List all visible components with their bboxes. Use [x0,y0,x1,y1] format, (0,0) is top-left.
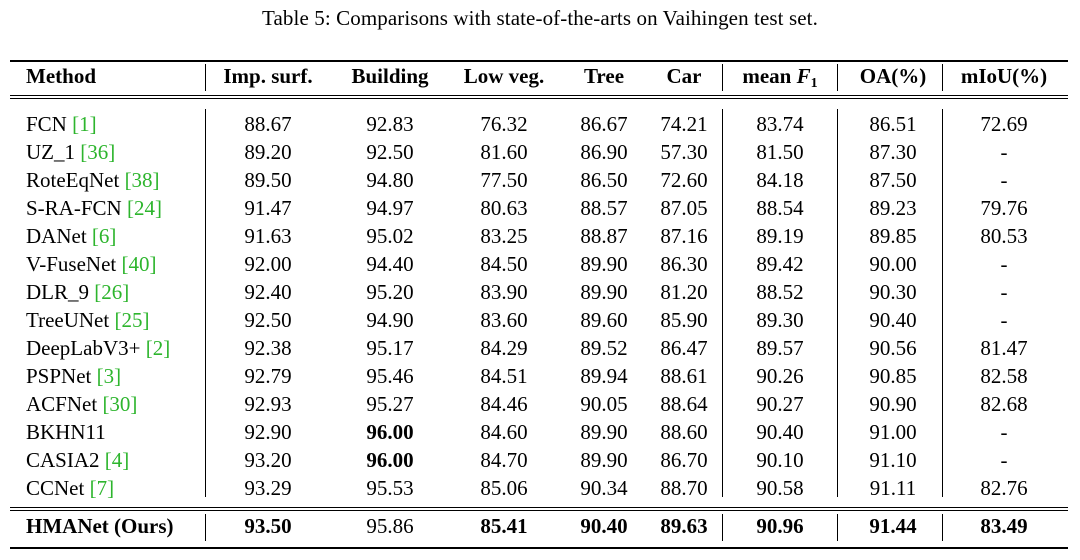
value-cell: 87.16 [660,224,708,248]
header-car: Car [666,64,702,88]
value-cell: 90.56 [869,336,917,360]
value-cell: - [1000,448,1008,472]
value-cell: 88.57 [580,196,628,220]
citation-link[interactable]: [40] [121,252,157,276]
method-name-ours: HMANet (Ours) [26,514,174,538]
value-cell: 93.20 [244,448,292,472]
citation-link[interactable]: [7] [89,476,115,500]
method-name: RoteEqNet [26,168,125,192]
value-cell: 87.50 [869,168,917,192]
value-cell-ours: 83.49 [980,514,1028,538]
header-rule-2 [10,98,1068,99]
value-cell: 83.60 [480,308,528,332]
header-separator [942,64,943,91]
value-cell: 81.47 [980,336,1028,360]
header-mean-f1-var: F [796,64,811,88]
value-cell: 91.00 [869,420,917,444]
value-cell: 88.60 [660,420,708,444]
citation-link[interactable]: [2] [145,336,171,360]
value-cell: 95.20 [366,280,414,304]
citation-link[interactable]: [4] [104,448,130,472]
value-cell: - [1000,308,1008,332]
top-rule [10,60,1068,62]
header-rule-1 [10,95,1068,96]
header-method: Method [26,64,96,88]
citation-link[interactable]: [1] [72,112,97,136]
method-cell [26,170,160,191]
value-cell: 91.47 [244,196,292,220]
value-cell: 84.70 [480,448,528,472]
value-cell: 91.10 [869,448,917,472]
value-cell: 84.46 [480,392,528,416]
value-cell: 72.69 [980,112,1028,136]
value-cell: 90.26 [756,364,804,388]
value-cell-ours: 89.63 [660,514,708,538]
value-cell: 90.10 [756,448,804,472]
header-separator [205,64,206,91]
value-cell: 95.27 [366,392,414,416]
citation-link[interactable]: [24] [126,196,162,220]
value-cell: 88.61 [660,364,708,388]
citation-link[interactable]: [30] [102,392,138,416]
value-cell: 83.25 [480,224,528,248]
value-cell: - [1000,420,1008,444]
method-name: UZ_1 [26,140,81,164]
value-cell: 92.50 [244,308,292,332]
value-cell: 89.52 [580,336,628,360]
header-mean-f1 [720,64,840,91]
value-cell: 87.30 [869,140,917,164]
value-cell: 91.63 [244,224,292,248]
value-cell: 92.79 [244,364,292,388]
value-cell: 89.57 [756,336,804,360]
method-name: FCN [26,112,73,136]
header-separator [722,64,723,91]
method-name: BKHN11 [26,420,106,444]
value-cell: 84.50 [480,252,528,276]
value-cell: 86.51 [869,112,917,136]
method-cell [26,310,149,331]
value-cell: 92.90 [244,420,292,444]
citation-link[interactable]: [38] [124,168,160,192]
value-cell: 92.38 [244,336,292,360]
value-cell: 81.20 [660,280,708,304]
value-cell: 74.21 [660,112,708,136]
value-cell: 90.58 [756,476,804,500]
value-cell: 85.06 [480,476,528,500]
value-cell: 88.87 [580,224,628,248]
header-miou: mIoU(%) [960,64,1048,88]
header-mean-f1-prefix: mean [742,64,797,88]
method-cell [26,394,137,415]
value-cell: 90.30 [869,280,917,304]
table-caption: Table 5: Comparisons with state-of-the-arts on Vaihingen test set. [262,6,818,30]
value-cell: 82.58 [980,364,1028,388]
header-oa: OA(%) [859,64,927,88]
method-name: S-RA-FCN [26,196,127,220]
value-cell: 90.00 [869,252,917,276]
value-cell: 81.50 [756,140,804,164]
method-cell [26,226,116,247]
value-cell: 89.90 [580,280,628,304]
value-cell: 90.40 [869,308,917,332]
value-cell: 82.68 [980,392,1028,416]
value-cell: 89.94 [580,364,628,388]
value-cell: 90.05 [580,392,628,416]
method-cell [26,422,106,443]
citation-link[interactable]: [25] [114,308,150,332]
value-cell: 89.60 [580,308,628,332]
value-cell: 94.80 [366,168,414,192]
value-cell: 90.85 [869,364,917,388]
method-cell [26,366,121,387]
footer-rule-1 [10,507,1068,508]
method-name: TreeUNet [26,308,115,332]
value-cell: 87.05 [660,196,708,220]
method-cell [26,450,129,471]
method-cell [26,142,115,163]
value-cell: 92.40 [244,280,292,304]
footer-separator [205,514,206,541]
header-mean-f1-sub: 1 [810,76,818,91]
footer-rule-2 [10,510,1068,511]
value-cell-ours: 90.96 [756,514,804,538]
value-cell: 89.85 [869,224,917,248]
value-cell: 86.30 [660,252,708,276]
value-cell: 89.90 [580,448,628,472]
value-cell: 92.83 [366,112,414,136]
value-cell: 92.93 [244,392,292,416]
method-cell [26,338,170,359]
value-cell: 77.50 [480,168,528,192]
method-name: DANet [26,224,92,248]
value-cell: 88.67 [244,112,292,136]
value-cell: 86.70 [660,448,708,472]
value-cell: - [1000,140,1008,164]
body-separator [205,109,206,497]
value-cell: 88.54 [756,196,804,220]
value-cell: 90.34 [580,476,628,500]
value-cell: 86.67 [580,112,628,136]
value-cell: 84.29 [480,336,528,360]
method-name: V-FuseNet [26,252,122,276]
value-cell: 83.90 [480,280,528,304]
value-cell: 89.23 [869,196,917,220]
value-cell: 92.50 [366,140,414,164]
value-cell: 95.17 [366,336,414,360]
value-cell: 88.64 [660,392,708,416]
value-cell: 76.32 [480,112,528,136]
value-cell: 96.00 [366,420,414,444]
value-cell: 94.97 [366,196,414,220]
value-cell: 89.20 [244,140,292,164]
value-cell: - [1000,280,1008,304]
value-cell: 88.52 [756,280,804,304]
method-cell [26,282,129,303]
header-tree: Tree [583,64,625,88]
value-cell: 89.19 [756,224,804,248]
value-cell: 79.76 [980,196,1028,220]
method-name: ACFNet [26,392,103,416]
header-imp-surf: Imp. surf. [223,64,313,88]
value-cell: 86.47 [660,336,708,360]
value-cell: 89.90 [580,252,628,276]
method-name: CASIA2 [26,448,105,472]
method-cell [26,114,97,135]
method-name: DLR_9 [26,280,95,304]
value-cell: 72.60 [660,168,708,192]
method-name: DeepLabV3+ [26,336,146,360]
value-cell: 88.70 [660,476,708,500]
value-cell-ours: 93.50 [244,514,292,538]
value-cell: 85.90 [660,308,708,332]
value-cell: 81.60 [480,140,528,164]
value-cell-ours: 90.40 [580,514,628,538]
value-cell: 84.60 [480,420,528,444]
value-cell: 84.18 [756,168,804,192]
method-cell [26,198,162,219]
value-cell: 84.51 [480,364,528,388]
method-cell [26,478,114,499]
value-cell: 95.53 [366,476,414,500]
value-cell: 89.42 [756,252,804,276]
bottom-rule [10,547,1068,549]
citation-link[interactable]: [26] [94,280,130,304]
value-cell-ours: 91.44 [869,514,917,538]
citation-link[interactable]: [3] [96,364,122,388]
header-separator [837,64,838,91]
citation-link[interactable]: [36] [80,140,116,164]
method-name: CCNet [26,476,90,500]
value-cell-ours: 85.41 [480,514,528,538]
method-name: PSPNet [26,364,97,388]
value-cell: 89.30 [756,308,804,332]
value-cell: 86.50 [580,168,628,192]
value-cell: 83.74 [756,112,804,136]
value-cell: 94.90 [366,308,414,332]
value-cell: 80.63 [480,196,528,220]
value-cell: 94.40 [366,252,414,276]
value-cell: 89.50 [244,168,292,192]
value-cell: 86.90 [580,140,628,164]
value-cell: 92.00 [244,252,292,276]
value-cell: 57.30 [660,140,708,164]
value-cell: - [1000,168,1008,192]
header-low-veg: Low veg. [463,64,545,88]
value-cell-ours: 95.86 [366,514,414,538]
value-cell: 96.00 [366,448,414,472]
value-cell: - [1000,252,1008,276]
value-cell: 91.11 [869,476,917,500]
method-cell [26,254,156,275]
value-cell: 95.02 [366,224,414,248]
citation-link[interactable]: [6] [91,224,117,248]
value-cell: 93.29 [244,476,292,500]
value-cell: 90.40 [756,420,804,444]
value-cell: 90.90 [869,392,917,416]
value-cell: 95.46 [366,364,414,388]
value-cell: 80.53 [980,224,1028,248]
value-cell: 82.76 [980,476,1028,500]
header-building: Building [351,64,429,88]
value-cell: 89.90 [580,420,628,444]
value-cell: 90.27 [756,392,804,416]
